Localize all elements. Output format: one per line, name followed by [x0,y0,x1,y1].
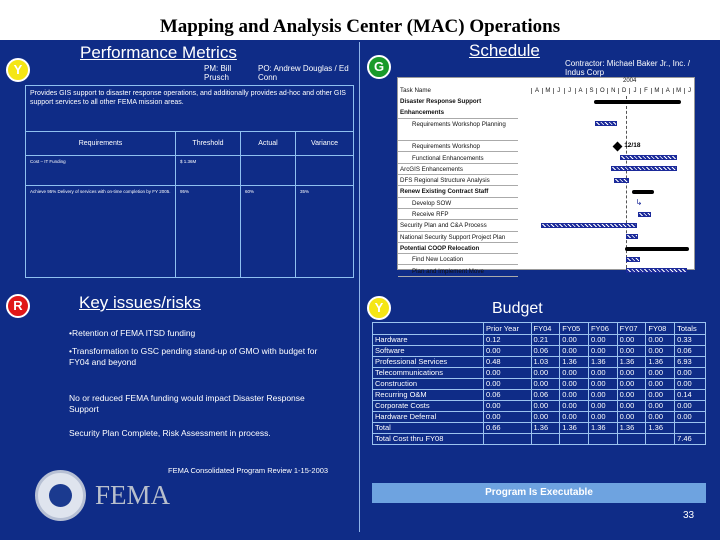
po-label: PO: Andrew Douglas / Ed Conn [258,64,349,82]
task-name: Disaster Response Support Enhancements [398,96,518,119]
month-label: A [531,88,542,94]
cell [588,434,617,445]
cell: 0.00 [646,412,675,423]
cell: 1.36 [560,423,589,434]
summary-bar [625,247,689,251]
task-name-header: Task Name [400,87,431,94]
dhs-seal-icon [35,470,86,521]
cell: 0.48 [484,357,532,368]
month-label: M [651,88,662,94]
cell: 0.33 [675,335,706,346]
budget-row [373,412,706,423]
cell: Achieve 95% Delivery of services with on-time completion by FY 2005. [26,186,176,278]
cell: 0.00 [646,390,675,401]
cell: 0.00 [588,379,617,390]
cell: 0.00 [675,368,706,379]
col-header: FY04 [531,323,560,335]
col-header: Threshold [176,132,241,156]
col-header: FY06 [588,323,617,335]
cell: 95% [176,186,241,278]
budget-row [373,335,706,346]
cell: 0.21 [531,335,560,346]
col-header: Prior Year [484,323,532,335]
task-name: Requirements Workshop Planning [398,119,518,142]
cell: 0.00 [560,379,589,390]
risk-item: •Retention of FEMA ITSD funding [69,328,196,338]
cell: 0.00 [560,390,589,401]
cell: 1.36 [646,357,675,368]
task-bar [611,166,677,171]
cell: 0.00 [617,390,646,401]
cell: 60% [241,186,296,278]
cell: 0.06 [531,346,560,357]
month-label: A [575,88,586,94]
budget-row [373,346,706,357]
review-footer: FEMA Consolidated Program Review 1-15-2003 [168,466,329,475]
budget-row [373,434,706,445]
task-bar [638,212,651,217]
budget-table [372,322,706,445]
cell: 0.00 [531,368,560,379]
month-label: J [684,88,695,94]
cell: 0.00 [646,335,675,346]
cell [296,156,354,186]
col-header: FY08 [646,323,675,335]
performance-table [25,85,354,278]
month-label: O [596,88,607,94]
cell: Construction [373,379,484,390]
month-label: J [629,88,640,94]
task-bar [541,223,637,228]
task-bar [626,257,640,262]
col-header: Actual [241,132,296,156]
risk-item: Security Plan Complete, Risk Assessment in process. [69,427,271,438]
budget-row [373,368,706,379]
cell: 0.00 [646,401,675,412]
milestone-diamond [613,141,623,151]
slide-title: Mapping and Analysis Center (MAC) Operations [159,16,561,37]
pm-label: PM: Bill Prusch [204,64,232,82]
budget-row [373,423,706,434]
status-badge-schedule: G [367,55,391,79]
task-bar [626,234,637,239]
cell: 0.00 [675,379,706,390]
cell: 1.03 [531,357,560,368]
cell: 0.00 [560,401,589,412]
cell: Recurring O&M [373,390,484,401]
status-badge-performance: Y [6,58,30,82]
cell: 6.93 [675,357,706,368]
cell: 7.46 [675,434,706,445]
cell: 0.00 [560,368,589,379]
task-bar [626,268,686,273]
cell: 0.00 [531,412,560,423]
month-label: M [542,88,553,94]
month-label: M [673,88,684,94]
status-badge-risks: R [6,294,30,318]
cell: 0.00 [560,335,589,346]
task-name: DFS Regional Structure Analysis [398,175,518,186]
month-label: J [553,88,564,94]
contractor-label: Contractor: Michael Baker Jr., Inc. / Indus Corp [565,59,690,77]
col-header: Totals [675,323,706,335]
cell: 0.00 [588,412,617,423]
cell: Hardware [373,335,484,346]
cell: 0.00 [484,368,532,379]
description: Provides GIS support to disaster response operations, and additionally provides ad-hoc and other GIS support services to all other FEMA mission areas. [26,86,354,132]
year-label: 2004 [623,78,637,84]
task-bar [595,121,617,126]
task-bar [620,155,677,160]
cell: Total [373,423,484,434]
budget-row [373,379,706,390]
budget-row [373,390,706,401]
budget-header-row [373,323,706,335]
divider [359,42,360,532]
cell [646,434,675,445]
month-label: J [564,88,575,94]
cell: 0.00 [531,379,560,390]
cell: 1.36 [531,423,560,434]
cell: Professional Services [373,357,484,368]
cell: Corporate Costs [373,401,484,412]
month-label: S [586,88,597,94]
task-name: Develop SOW [398,198,518,209]
cell: Hardware Deferral [373,412,484,423]
cell: 0.00 [646,346,675,357]
month-label: N [607,88,618,94]
cell: 0.00 [675,401,706,412]
summary-bar [594,100,681,104]
cell [617,434,646,445]
risks-list [69,328,319,439]
cell: 0.00 [646,368,675,379]
link-arrow-icon: ↳ [635,198,643,208]
cell: 1.36 [646,423,675,434]
task-name: Security Plan and C&A Process [398,220,518,231]
cell [531,434,560,445]
cell: Total Cost thru FY08 [373,434,484,445]
risk-item: No or reduced FEMA funding would impact Disaster Response Support [69,392,305,414]
budget-row [373,401,706,412]
cell: 1.36 [588,357,617,368]
cell: 0.12 [484,335,532,346]
cell: 1.36 [617,423,646,434]
task-name: Potential COOP Relocation [398,243,518,254]
cell: 1.36 [617,357,646,368]
performance-heading: Performance Metrics [80,43,237,62]
task-name: Find New Location [398,254,518,265]
cell: 0.14 [675,390,706,401]
cell: 0.00 [484,379,532,390]
cell: 0.00 [617,379,646,390]
cell: 0.00 [617,335,646,346]
schedule-heading: Schedule [469,41,540,60]
cell: 0.00 [560,412,589,423]
cell: Software [373,346,484,357]
cell: 0.00 [588,335,617,346]
fema-logo-text: FEMA [95,480,171,510]
cell: 35% [296,186,354,278]
cell: 0.00 [646,379,675,390]
cell: Cost – IT Funding [26,156,176,186]
cell: 0.00 [484,412,532,423]
cell [484,434,532,445]
cell: 0.00 [617,346,646,357]
task-name: Renew Existing Contract Staff [398,186,518,197]
cell: 0.00 [588,368,617,379]
cell: 0.00 [531,401,560,412]
cell: 0.00 [588,346,617,357]
cell: 0.00 [617,368,646,379]
cell: Telecommunications [373,368,484,379]
task-name: ArcGIS Enhancements [398,164,518,175]
cell: 1.36 [588,423,617,434]
cell: 0.00 [484,401,532,412]
cell: 0.00 [484,346,532,357]
cell [675,423,706,434]
cell: 1.36 [560,357,589,368]
cell: 0.06 [484,390,532,401]
col-header: Variance [296,132,354,156]
task-bar [614,178,629,183]
budget-heading: Budget [492,300,543,317]
cell [241,156,296,186]
month-label: D [618,88,629,94]
cell: 0.66 [484,423,532,434]
task-name: Requirements Workshop [398,141,518,152]
col-header [373,323,484,335]
task-name: Receive RFP [398,209,518,220]
cell: 0.06 [675,346,706,357]
task-name: National Security Support Project Plan [398,232,518,243]
task-name: Functional Enhancements [398,153,518,164]
month-label: A [662,88,673,94]
milestone-label: 12/18 [624,141,641,149]
budget-row [373,357,706,368]
col-header: FY05 [560,323,589,335]
cell: 0.00 [617,401,646,412]
cell: 0.00 [617,412,646,423]
gantt-chart [397,77,695,275]
risks-heading: Key issues/risks [79,293,201,312]
status-badge-budget: Y [367,296,391,320]
risk-item: •Transformation to GSC pending stand-up of GMO with budget for FY04 and beyond [69,345,318,367]
cell: 0.00 [675,412,706,423]
cell: $ 1.36M [176,156,241,186]
task-name: Plan and Implement Move [398,266,518,277]
col-header: FY07 [617,323,646,335]
cell [560,434,589,445]
cell: 0.00 [588,401,617,412]
cell: 0.06 [531,390,560,401]
page-number: 33 [683,510,695,521]
col-header: Requirements [26,132,176,156]
month-label: F [640,88,651,94]
cell: 0.00 [588,390,617,401]
summary-bar [632,190,654,194]
cell: 0.00 [560,346,589,357]
program-status-banner: Program Is Executable [372,483,706,503]
